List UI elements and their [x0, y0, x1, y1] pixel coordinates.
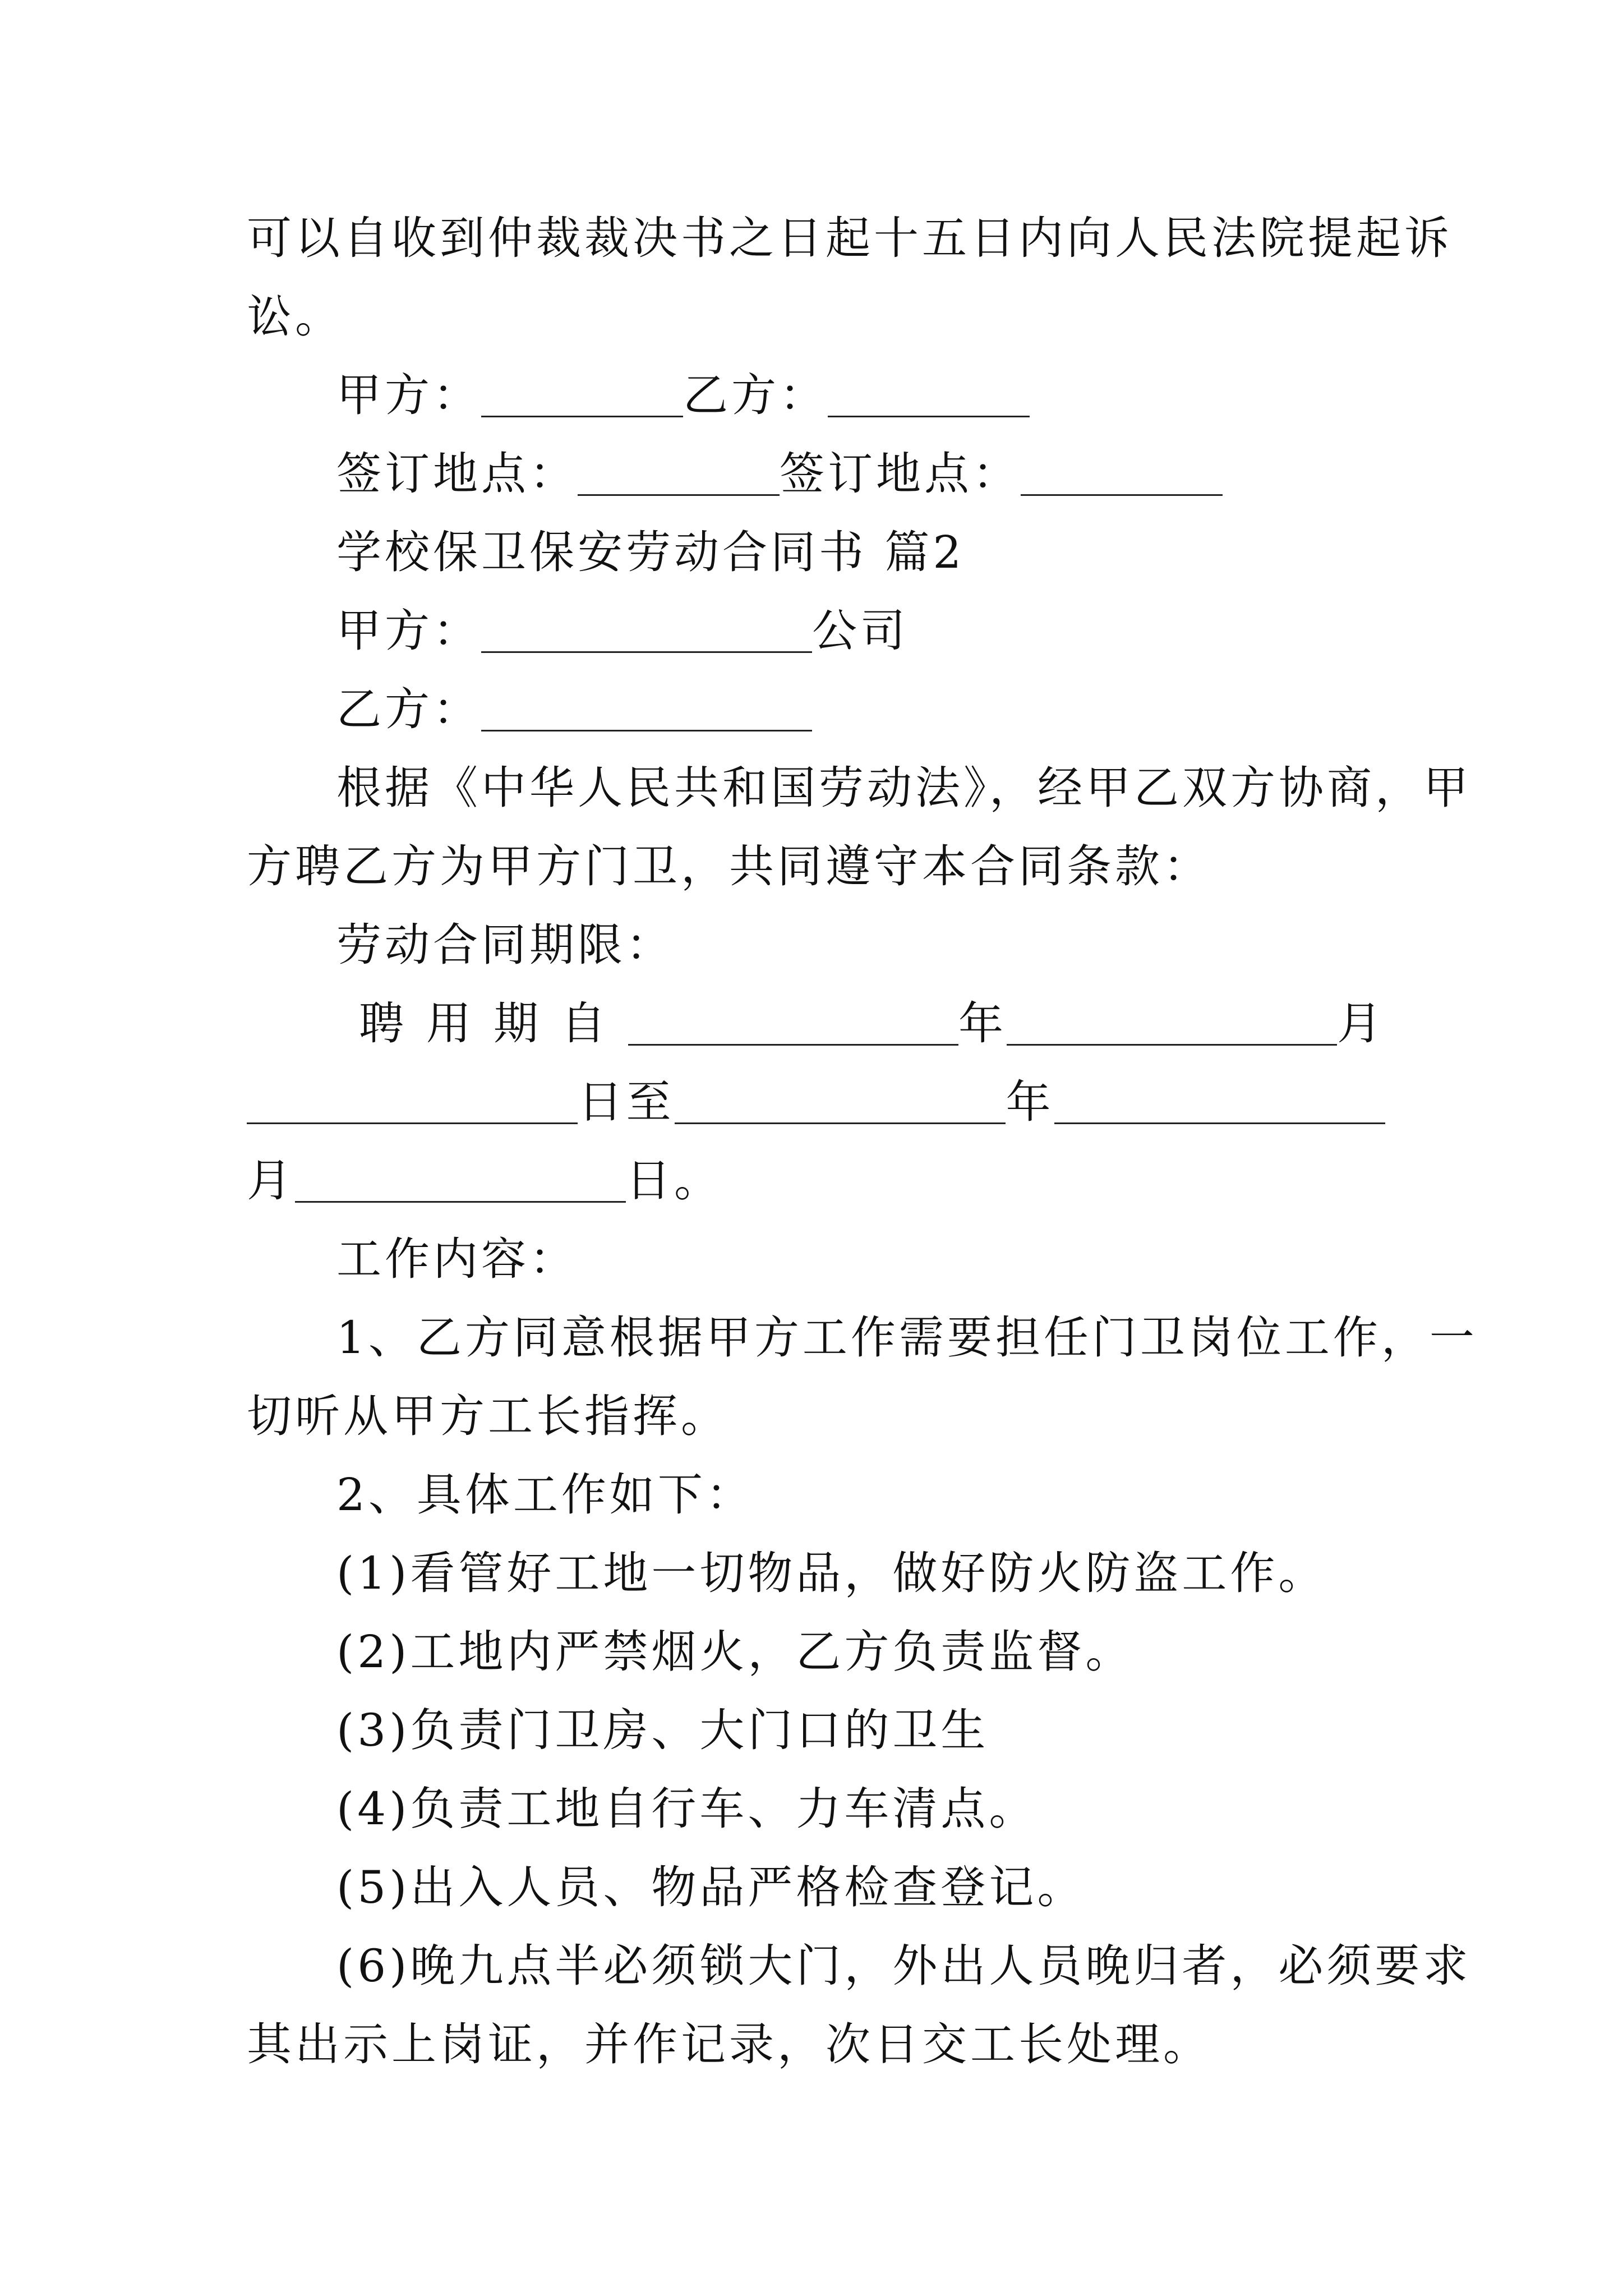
section-party-a-blank [481, 611, 812, 653]
preamble-text-2: 方聘乙方为甲方门卫，共同遵守本合同条款： [247, 840, 1211, 892]
work-heading-text: 工作内容： [336, 1233, 578, 1285]
duty-item-continued [247, 2008, 1385, 2081]
work-item1-text-1: 1、乙方同意根据甲方工作需要担任门卫岗位工作，一 [336, 1312, 1478, 1364]
duty-text: (6)晚九点半必须锁大门，外出人员晚归者，必须要求 [336, 1940, 1472, 1992]
intro-text-2: 讼。 [247, 291, 343, 343]
term-from-label: 聘用期自 [359, 997, 628, 1050]
term-end-month-blank [1054, 1082, 1385, 1124]
term-row-3 [247, 1144, 1385, 1217]
term-start-day-blank [247, 1082, 578, 1124]
work-item1-line-2 [247, 1380, 1385, 1453]
term-start-year-blank [628, 1004, 958, 1046]
section-title [336, 516, 1385, 589]
term-end-day-blank [295, 1161, 626, 1203]
section-party-b-blank [481, 689, 812, 731]
term-year-label: 年 [958, 997, 1007, 1050]
place-blank-a [578, 454, 780, 496]
duty-item [336, 1851, 1385, 1924]
work-item2-text: 2、具体工作如下： [336, 1469, 754, 1521]
intro-line-2 [247, 280, 1385, 353]
term-year2-label: 年 [1006, 1076, 1054, 1128]
term-end-year-blank [675, 1082, 1006, 1124]
duty-text: (4)负责工地自行车、力车清点。 [336, 1783, 1038, 1835]
place-label-a: 签订地点： [336, 448, 578, 500]
work-item1-text-2: 切听从甲方工长指挥。 [247, 1390, 729, 1442]
duty-item [336, 1694, 1385, 1767]
term-heading-text: 劳动合同期限： [336, 919, 674, 971]
section-title-text: 学校保卫保安劳动合同书 篇2 [336, 526, 965, 578]
duty-item [336, 1773, 1385, 1846]
duty-item [336, 1537, 1385, 1610]
term-heading [336, 909, 1385, 982]
section-party-a-label: 甲方： [336, 605, 481, 657]
preamble-line-1 [336, 752, 1472, 825]
section-party-a-suffix: 公司 [812, 605, 909, 657]
term-month2-label: 月 [247, 1154, 295, 1207]
work-heading [336, 1223, 1385, 1296]
term-day-end-label: 日。 [626, 1154, 722, 1207]
party-a-blank [481, 375, 683, 417]
signature-parties-row [336, 359, 1385, 432]
place-label-b: 签订地点： [780, 448, 1021, 500]
term-start-month-blank [1007, 1004, 1337, 1046]
place-blank-b [1021, 454, 1223, 496]
intro-text-1: 可以自收到仲裁裁决书之日起十五日内向人民法院提起诉 [247, 212, 1453, 264]
term-day-to-label: 日至 [578, 1076, 675, 1128]
term-month-label: 月 [1337, 997, 1385, 1050]
duty-text: 其出示上岗证，并作记录，次日交工长处理。 [247, 2018, 1211, 2070]
term-row-1 [359, 987, 1385, 1060]
section-party-b-row [336, 673, 1385, 746]
duty-text: (3)负责门卫房、大门口的卫生 [336, 1704, 989, 1756]
duty-item [336, 1930, 1472, 2003]
duty-item [336, 1616, 1385, 1688]
intro-line-1 [247, 202, 1453, 275]
term-row-2 [247, 1066, 1385, 1139]
duty-text: (5)出入人员、物品严格检查登记。 [336, 1861, 1086, 1913]
duty-text: (2)工地内严禁烟火，乙方负责监督。 [336, 1626, 1134, 1678]
section-party-b-label: 乙方： [336, 683, 481, 735]
party-a-label: 甲方： [336, 369, 481, 421]
party-b-label: 乙方： [683, 369, 828, 421]
signature-place-row [336, 438, 1385, 510]
preamble-line-2 [247, 830, 1385, 903]
party-b-blank [828, 375, 1030, 417]
section-party-a-row [336, 595, 1385, 668]
work-item1-line-1 [336, 1301, 1478, 1374]
duty-text: (1)看管好工地一切物品，做好防火防盗工作。 [336, 1547, 1327, 1599]
preamble-text-1: 根据《中华人民共和国劳动法》，经甲乙双方协商，甲 [336, 762, 1472, 814]
work-item2 [336, 1458, 1385, 1531]
